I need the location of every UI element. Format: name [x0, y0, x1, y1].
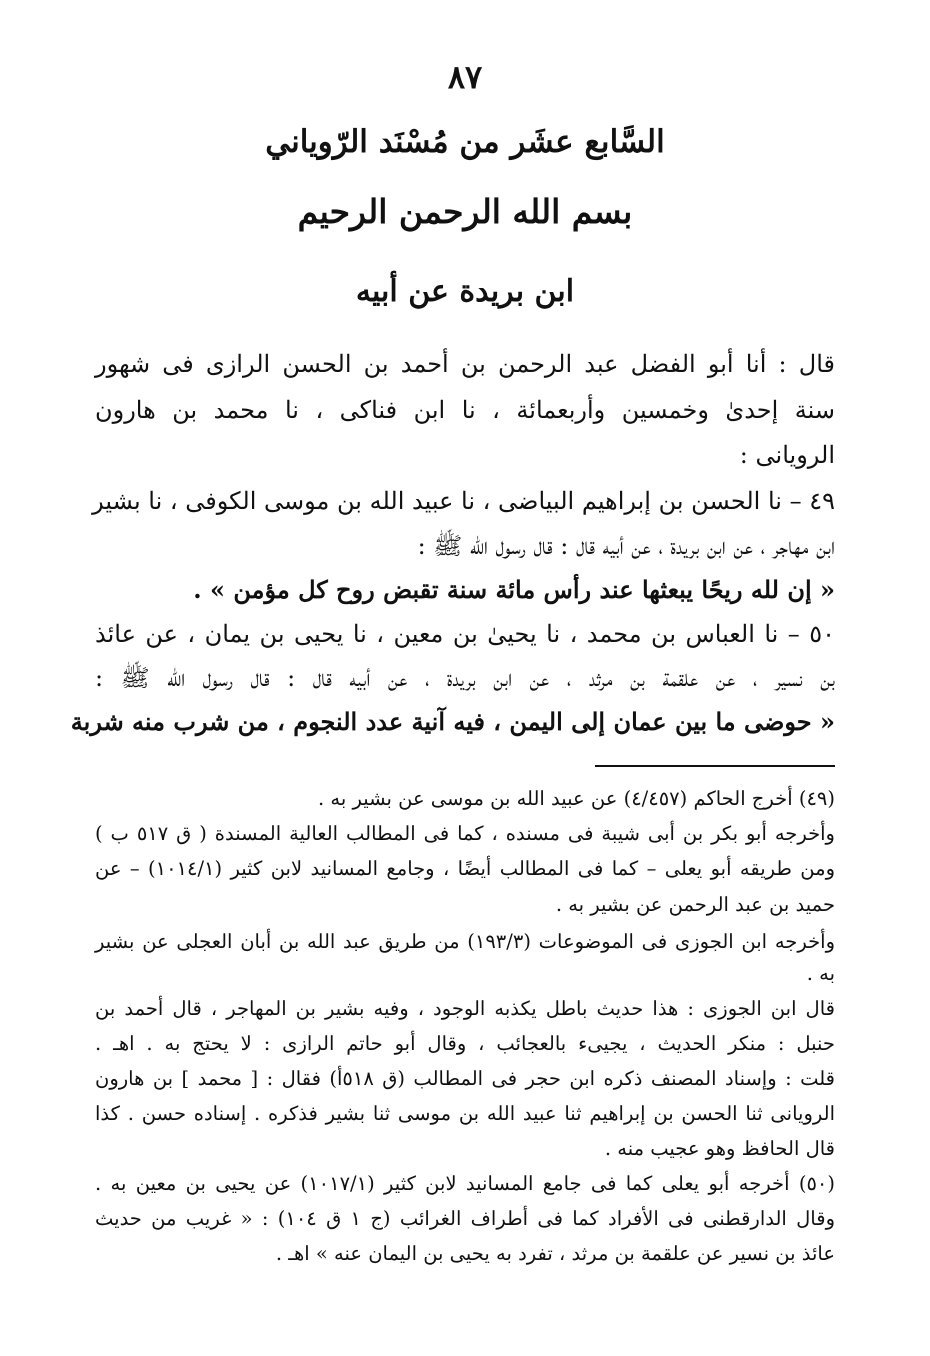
footnote-line: حنبل : منكر الحديث ، يجيىء بالعجائب ، وقال أبو حاتم الرازى : لا يحتج به . اهـ . — [95, 1032, 835, 1055]
footnote-line: قلت : وإسناد المصنف ذكره ابن حجر فى المطالب (ق ٥١٨أ) فقال : [ محمد ] بن هارون — [95, 1067, 836, 1090]
page-number: ٨٧ — [447, 58, 483, 96]
footnote-divider — [595, 765, 835, 767]
footnote-line: وأخرجه ابن الجوزى فى الموضوعات (١٩٣/٣) من طريق عبد الله بن أبان العجلى عن بشير — [95, 930, 835, 953]
footnote-line: به . — [806, 962, 835, 985]
footnote-line: قال ابن الجوزى : هذا حديث باطل يكذبه الوجود ، وفيه بشير بن المهاجر ، قال أحمد بن — [95, 997, 835, 1020]
footnote-line: وقال الدارقطنى فى الأفراد كما فى أطراف الغرائب (ج ١ ق ١٠٤) : « غريب من حديث — [95, 1207, 835, 1230]
hadith-49-line: ٤٩ – نا الحسن بن إبراهيم البياضى ، نا عبيد الله بن موسى الكوفى ، نا بشير — [92, 487, 835, 515]
hadith-50-line: ٥٠ – نا العباس بن محمد ، نا يحيىٰ بن معين ، نا يحيى بن يمان ، عن عائذ — [95, 620, 835, 648]
footnote-line: الرويانى ثنا الحسن بن إبراهيم ثنا عبيد الله بن موسى ثنا بشير فذكره . إسناده حسن . كذا — [95, 1102, 835, 1125]
footnote-line: عائذ بن نسير عن علقمة بن مرثد ، تفرد به يحيى بن اليمان عنه » اهـ . — [275, 1242, 835, 1265]
body-line: سنة إحدىٰ وخمسين وأربعمائة ، نا ابن فناكى ، نا محمد بن هارون — [95, 396, 835, 424]
footnote-line: (٥٠) أخرجه أبو يعلى كما فى جامع المسانيد لابن كثير (١٠١٧/١) عن يحيى بن معين به . — [95, 1172, 835, 1195]
footnote-line: قال الحافظ وهو عجيب منه . — [604, 1137, 835, 1160]
part-title: السَّابع عشَر من مُسْنَد الرّوياني — [265, 124, 665, 160]
basmala: بسم الله الرحمن الرحيم — [297, 192, 633, 231]
hadith-49-line: ابن مهاجر ، عن ابن بريدة ، عن أبيه قال : قال رسول الله ﷺ : — [417, 532, 835, 560]
footnote-line: ومن طريقه أبو يعلى – كما فى المطالب أيضًا ، وجامع المسانيد لابن كثير (١٠١٤/١) – عن — [95, 857, 836, 880]
body-line: قال : أنا أبو الفضل عبد الرحمن بن أحمد بن الحسن الرازى فى شهور — [95, 350, 835, 378]
hadith-50-line: بن نسير ، عن علقمة بن مرثد ، عن ابن بريدة ، عن أبيه قال : قال رسول الله ﷺ : — [95, 664, 835, 692]
hadith-49-text: « إن لله ريحًا يبعثها عند رأس مائة سنة تقبض روح كل مؤمن » . — [193, 575, 835, 604]
chapter-heading: ابن بريدة عن أبيه — [355, 274, 575, 309]
footnote-line: وأخرجه أبو بكر بن أبى شيبة فى مسنده ، كما فى المطالب العالية المسندة ( ق ٥١٧ ب ) — [95, 822, 835, 845]
hadith-50-text: « حوضى ما بين عمان إلى اليمن ، فيه آنية عدد النجوم ، من شرب منه شربة — [70, 707, 835, 736]
footnote-line: حميد بن عبد الرحمن عن بشير به . — [555, 893, 835, 916]
body-line: الرويانى : — [739, 441, 835, 469]
footnote-line: (٤٩) أخرج الحاكم (٤/٤٥٧) عن عبيد الله بن موسى عن بشير به . — [317, 787, 835, 810]
